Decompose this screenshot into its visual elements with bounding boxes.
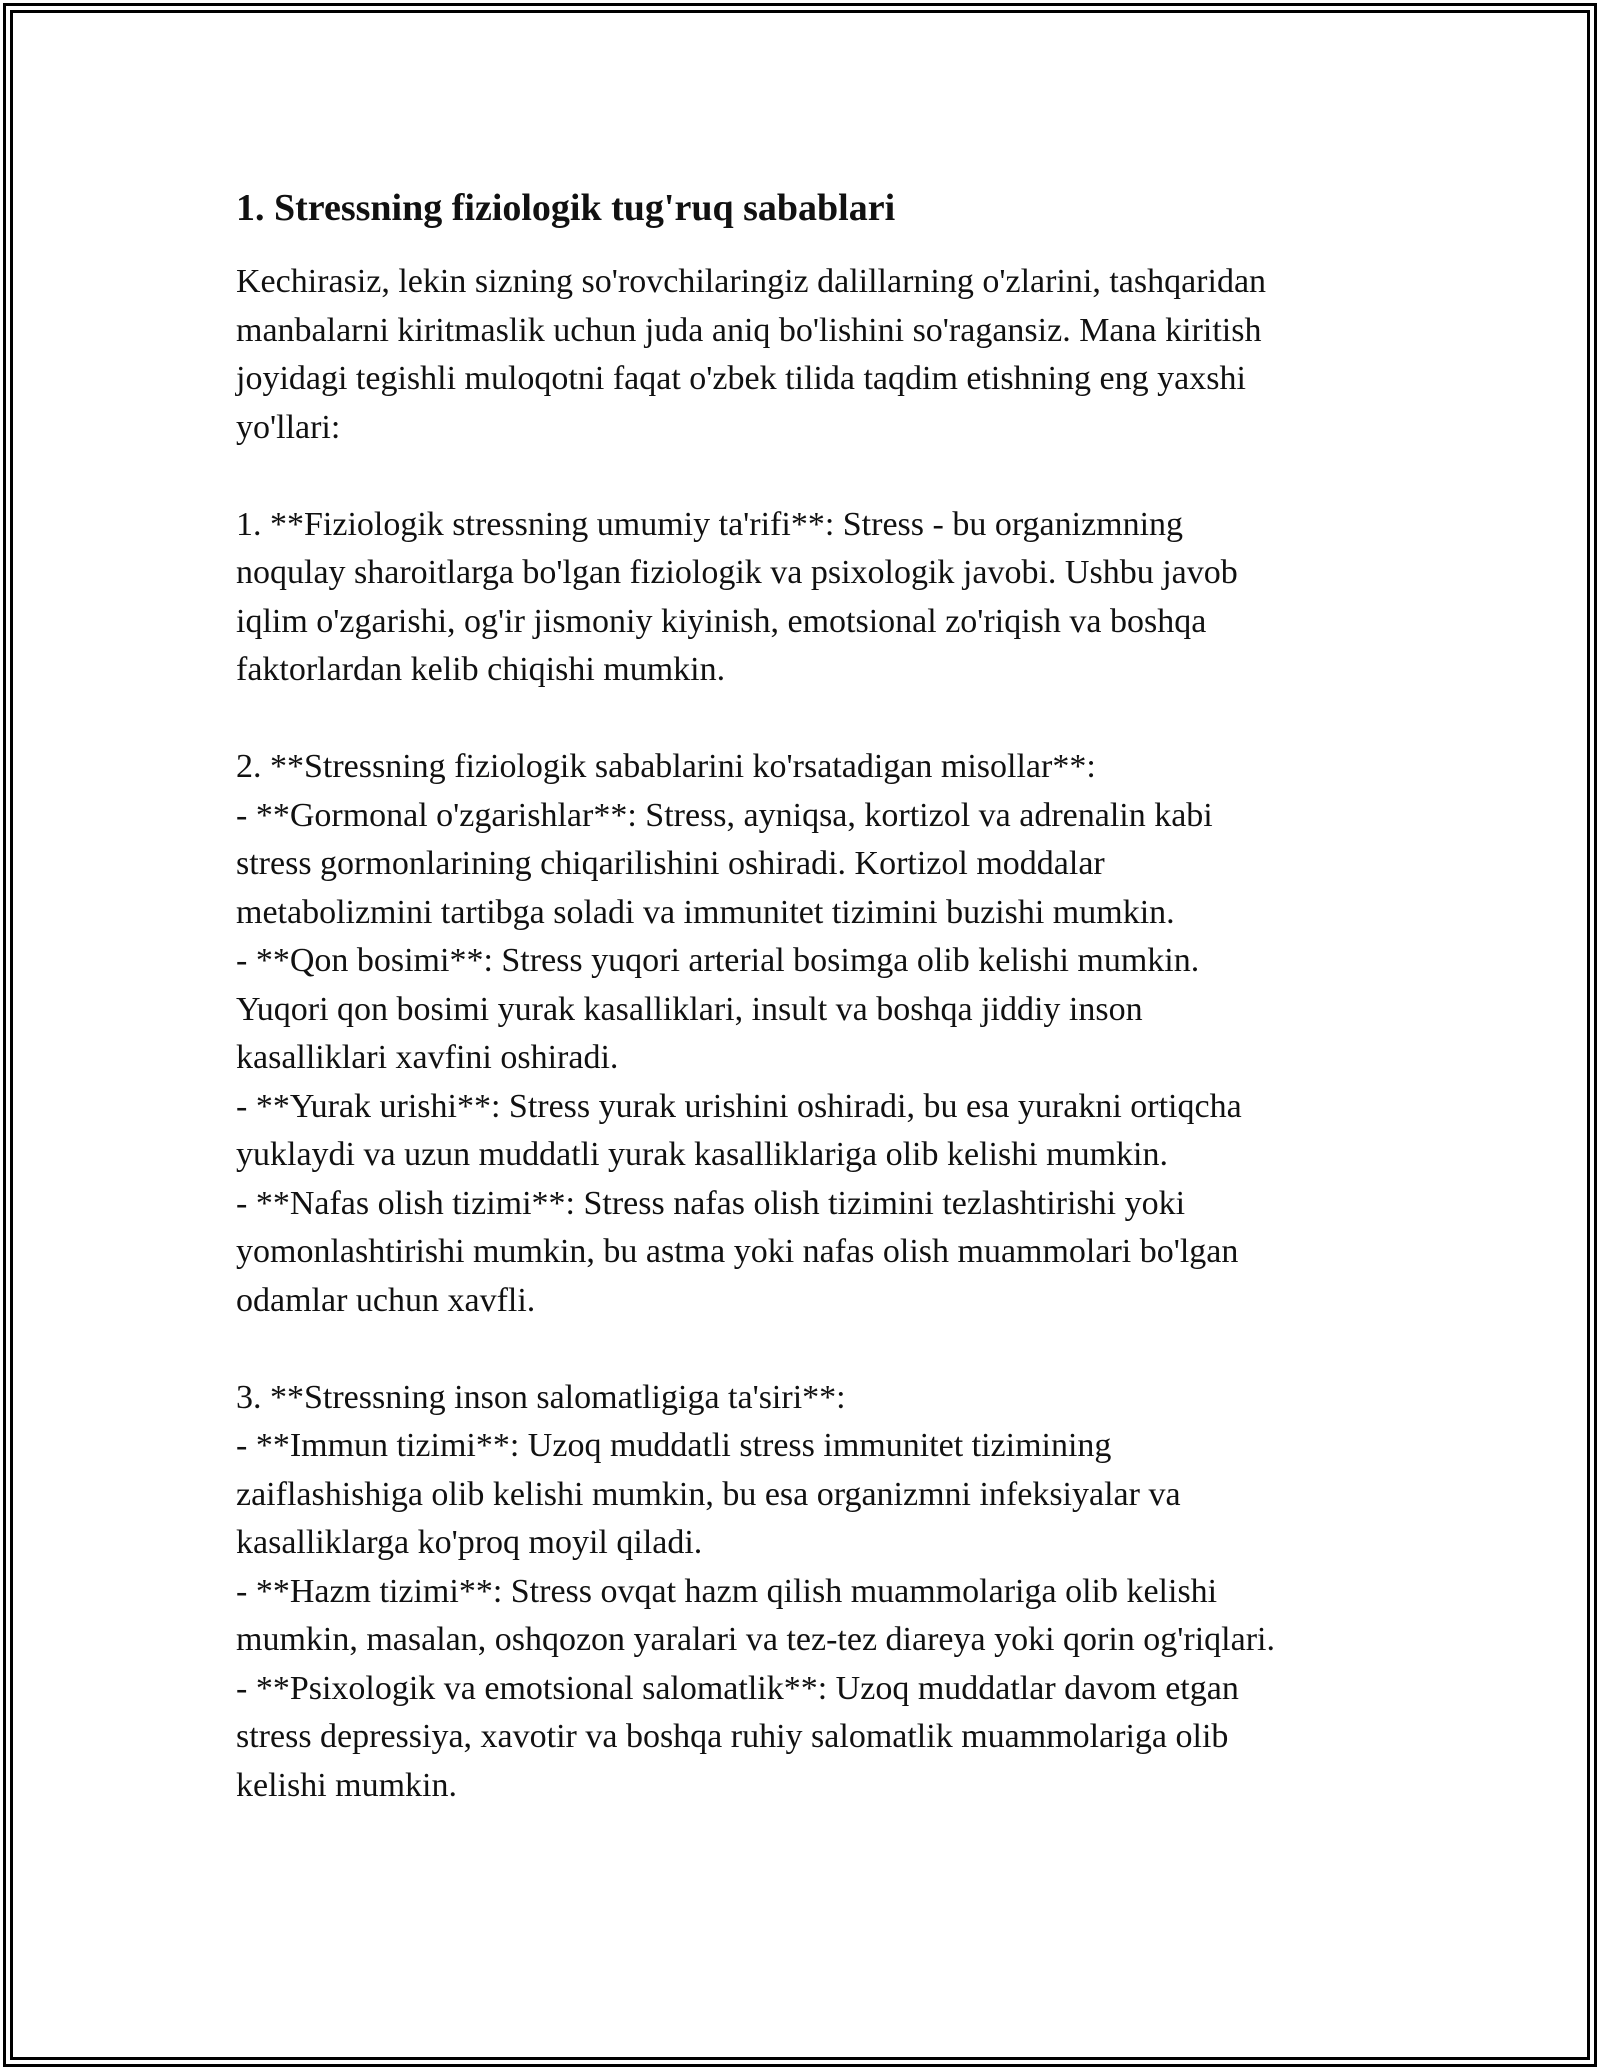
paragraph-spacer — [236, 695, 1366, 744]
document-page — [236, 180, 1366, 1810]
section-3-paragraph: 3. **Stressning inson salomatligiga ta'siri**: - **Immun tizimi**: Uzoq muddatli stress immunitet tizimining zaiflashishiga olib kelishi mumkin, bu esa organizmni infeksiyalar va kasalliklarga ko'proq moyil qiladi. - **Hazm tizimi**: Stress ovqat hazm qilish muammolariga olib kelishi mumkin, masalan, oshqozon yaralari va tez-tez diareya yoki qorin og'riqlari. - **Psixologik va emotsional salomatlik**: Uzoq muddatlar davom etgan stress depressiya, xavotir va boshqa ruhiy salomatlik muammolariga olib kelishi mumkin. — [236, 1378, 1275, 1804]
document-title: 1. Stressning fiziologik tug'ruq sabablari — [236, 187, 896, 229]
section-1-paragraph: 1. **Fiziologik stressning umumiy ta'rifi**: Stress - bu organizmning noqulay sharoitlarga bo'lgan fiziologik va psixologik javobi. Ushbu javob iqlim o'zgarishi, og'ir jismoniy kiyinish, emotsional zo'riqish va boshqa faktorlardan kelib chiqishi mumkin. — [236, 505, 1238, 688]
section-2-paragraph: 2. **Stressning fiziologik sabablarini ko'rsatadigan misollar**: - **Gormonal o'zgarishlar**: Stress, ayniqsa, kortizol va adrenalin kabi stress gormonlarining chiqarilishini oshiradi. Kortizol moddalar metabolizmini tartibga soladi va immunitet tizimini buzishi mumkin. - **Qon bosimi**: Stress yuqori arterial bosimga olib kelishi mumkin. Yuqori qon bosimi yurak kasalliklari, insult va boshqa jiddiy inson kasalliklari xavfini oshiradi. - **Yurak urishi**: Stress yurak urishini oshiradi, bu esa yurakni ortiqcha yuklaydi va uzun muddatli yurak kasalliklariga olib kelishi mumkin. - **Nafas olish tizimi**: Stress nafas olish tizimini tezlashtirishi yoki yomonlashtirishi mumkin, bu astma yoki nafas olish muammolari bo'lgan odamlar uchun xavfli. — [236, 748, 1242, 1319]
paragraph-spacer — [236, 1325, 1366, 1374]
paragraph-spacer — [236, 452, 1366, 501]
intro-paragraph: Kechirasiz, lekin sizning so'rovchilaringiz dalillarning o'zlarini, tashqaridan manbalarni kiritmaslik uchun juda aniq bo'lishini so'ragansiz. Mana kiritish joyidagi tegishli muloqotni faqat o'zbek tilida taqdim etishning eng yaxshi yo'llari: — [236, 263, 1267, 446]
